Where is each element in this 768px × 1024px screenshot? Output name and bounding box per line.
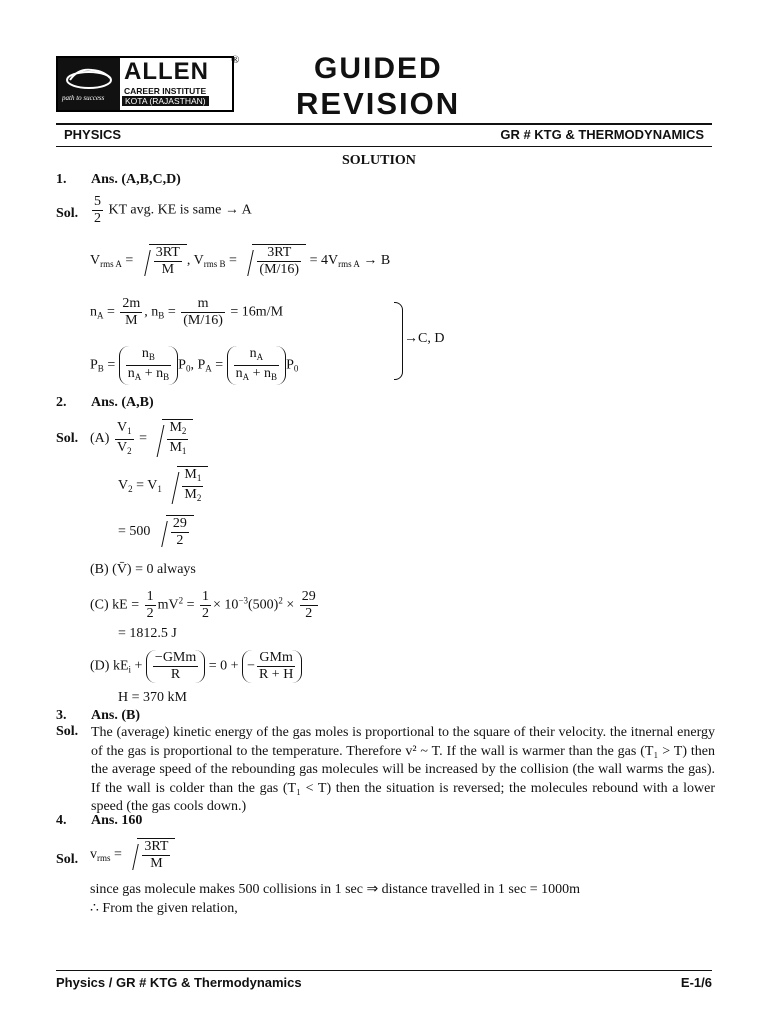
vrms-b-sub: rms B bbox=[203, 259, 226, 270]
subject-label: PHYSICS bbox=[64, 127, 122, 142]
car-emblem-icon bbox=[58, 58, 120, 98]
q4-answer: Ans. 160 bbox=[91, 813, 143, 828]
footer-left: Physics / GR # KTG & Thermodynamics bbox=[56, 975, 302, 990]
q4-line-vrms: $v_{rms}$ = $\frac{3RT}{M}$ bbox=[90, 838, 175, 872]
q4-vrms: v bbox=[90, 847, 97, 863]
q1-number: 1. bbox=[56, 172, 67, 187]
q3-number: 3. bbox=[56, 708, 67, 723]
pb-p0-sub: 0 bbox=[185, 363, 191, 374]
q2-line-500 bbox=[118, 515, 194, 549]
nb-num: m bbox=[181, 296, 225, 313]
pa-den-b: B bbox=[271, 372, 278, 382]
title-line-2: REVISION bbox=[296, 86, 461, 121]
pa-num: n bbox=[249, 346, 257, 361]
title-line-1: GUIDED bbox=[314, 52, 443, 85]
nb-den: (M/16) bbox=[183, 313, 223, 328]
q1-ke-num: 5 bbox=[94, 194, 101, 209]
pb-num-sub: B bbox=[148, 352, 155, 362]
na-sub: A bbox=[97, 310, 104, 321]
na-den: M bbox=[125, 313, 138, 328]
registered-mark: ® bbox=[231, 54, 240, 66]
pa-sub: A bbox=[205, 363, 212, 374]
logo bbox=[56, 56, 234, 112]
logo-institute: CAREER INSTITUTE bbox=[124, 86, 207, 96]
vrms-b-num: 3RT bbox=[257, 245, 301, 262]
q2-number: 2. bbox=[56, 395, 67, 410]
vrms-result-sub: rms A bbox=[338, 259, 360, 270]
pa-p0-sub: 0 bbox=[293, 363, 299, 374]
q2-d-den2: R + H bbox=[258, 667, 294, 682]
q2-d-label: (D) bbox=[90, 658, 110, 674]
q2-d-result: H = 370 kM bbox=[118, 690, 187, 705]
vrms-a-num: 3RT bbox=[155, 245, 180, 260]
q3-sol-label: Sol. bbox=[56, 724, 79, 739]
q4-line2: since gas molecule makes 500 collisions in 1 sec ⇒ distance travelled in 1 sec = 1000m bbox=[90, 882, 581, 897]
q1-ke-tail: KT avg. KE is same → A bbox=[108, 202, 252, 218]
q2-line-a: (A) $\frac{V_1}{V_2}$ = $\frac{M_2}{M_1}$ bbox=[90, 419, 193, 459]
logo-brand: ALLEN bbox=[124, 58, 209, 85]
pa-num-sub: A bbox=[256, 352, 264, 362]
vrms-a-den: M bbox=[161, 262, 175, 277]
vrms-result-tail: → B bbox=[363, 253, 391, 269]
n-result: = 16m/M bbox=[230, 304, 284, 320]
q2-c-label: (C) bbox=[90, 597, 109, 613]
footer-rule bbox=[56, 970, 712, 971]
q2-a-label: (A) bbox=[90, 431, 110, 447]
vrms-a-sub: rms A bbox=[100, 259, 122, 270]
pb-p0: P bbox=[178, 357, 186, 373]
q2-line-b: (B) (V̄) = 0 always bbox=[90, 562, 196, 577]
q2-d-num1: −GMm bbox=[154, 650, 197, 665]
q2-500-num: 29 bbox=[172, 516, 187, 531]
q1-answer: Ans. (A,B,C,D) bbox=[91, 172, 181, 187]
q2-line-d: (D) $kE_i$ + $\frac{\text{−GMm}}{R}$ = 0 + − $\frac{\text{GMm}}{R + H}$ bbox=[90, 650, 302, 683]
footer-page: E-1/6 bbox=[680, 975, 712, 990]
q4-number: 4. bbox=[56, 813, 67, 828]
q2-d-den1: R bbox=[170, 667, 181, 682]
q1-sol-label: Sol. bbox=[56, 206, 79, 221]
q4-vrms-sub: rms bbox=[97, 853, 111, 864]
q1-line-vrms: $V_{rms A}$ = $\frac{3RT}{M}$ , $V_{rms B}$ = $\frac{3RT}{(M/16)}$ = $4V_{rms A} \to B$ bbox=[90, 245, 391, 277]
q1-cd: →C, D bbox=[404, 331, 445, 346]
q4-sol-label: Sol. bbox=[56, 852, 79, 867]
solution-heading: SOLUTION bbox=[342, 153, 416, 168]
q1-line-ke bbox=[90, 194, 252, 227]
vrms-b-den: (M/16) bbox=[259, 262, 300, 277]
logo-location: KOTA (RAJASTHAN) bbox=[122, 96, 209, 106]
header-rule bbox=[56, 123, 712, 125]
q2-c-result: = 1812.5 J bbox=[118, 626, 177, 641]
pa-den-a: A bbox=[242, 372, 250, 382]
pb-den-b: B bbox=[163, 372, 170, 382]
pb-num: n bbox=[141, 346, 149, 361]
na-num: 2m bbox=[122, 296, 141, 311]
q3-answer: Ans. (B) bbox=[91, 708, 141, 723]
q1-ke-den: 2 bbox=[94, 211, 101, 226]
q2-d-num2: GMm bbox=[257, 650, 295, 667]
logo-emblem bbox=[58, 58, 120, 110]
q1-brace bbox=[394, 302, 403, 380]
pb-den-a: A bbox=[134, 372, 142, 382]
pa-p0: P bbox=[286, 357, 294, 373]
q3-text: The (average) kinetic energy of the gas moles is proportional to the square of their velocity. the itnernal energy of the gas is proportional to the temperature. Therefore v² ~ T. If the wall is warmer than the gas (T₁ > T) then the average speed of the rebounding gas molecules will be increased by the collision (the wall warms the gas). If the wall is colder than the gas (T₁ < T) then the situation is reversed; the molecules rebound with a lower speed (the gas cools down.) bbox=[91, 725, 715, 814]
vrms-result: = 4V bbox=[309, 253, 339, 269]
q2-500-den: 2 bbox=[176, 533, 184, 548]
q2-line-c: (C) kE = $\frac{1}{2}$ $mV^2$ = $\frac{1}{2}$ × $10^{-3}(500)^2$ × $\frac{29}{2}$ bbox=[90, 589, 316, 621]
header-rule-bottom bbox=[56, 146, 712, 147]
vrms-b-symbol: V bbox=[193, 253, 204, 269]
vrms-a-symbol: V bbox=[90, 253, 101, 269]
q2-line-v2: $V_2 = V_1$ $\frac{M_1}{M_2}$ bbox=[118, 466, 208, 506]
logo-tagline: path to success bbox=[62, 94, 105, 102]
q4-line3: ∴ From the given relation, bbox=[90, 901, 238, 916]
nb-sub: B bbox=[158, 310, 165, 321]
q4-den: M bbox=[150, 856, 163, 871]
topic-label: GR # KTG & THERMODYNAMICS bbox=[500, 127, 704, 142]
q2-d-mid: = 0 + bbox=[208, 658, 239, 674]
q2-answer: Ans. (A,B) bbox=[91, 395, 154, 410]
q4-num: 3RT bbox=[144, 839, 169, 854]
q1-line-n: $n_A$ = $\frac{2m}{M}$ , $n_B$ = $\frac{m}{(M/16)}$ = 16m/M bbox=[90, 296, 284, 328]
q1-line-p: $P_B$ = $\frac{n_B}{n_A + n_B}$ $P_0$, $P_A$ = $\frac{n_A}{n_A + n_B}$ $P_0$ bbox=[90, 346, 298, 385]
q2-sol-label: Sol. bbox=[56, 431, 79, 446]
pb-sub: B bbox=[97, 363, 104, 374]
q2-500: = 500 bbox=[118, 524, 151, 540]
